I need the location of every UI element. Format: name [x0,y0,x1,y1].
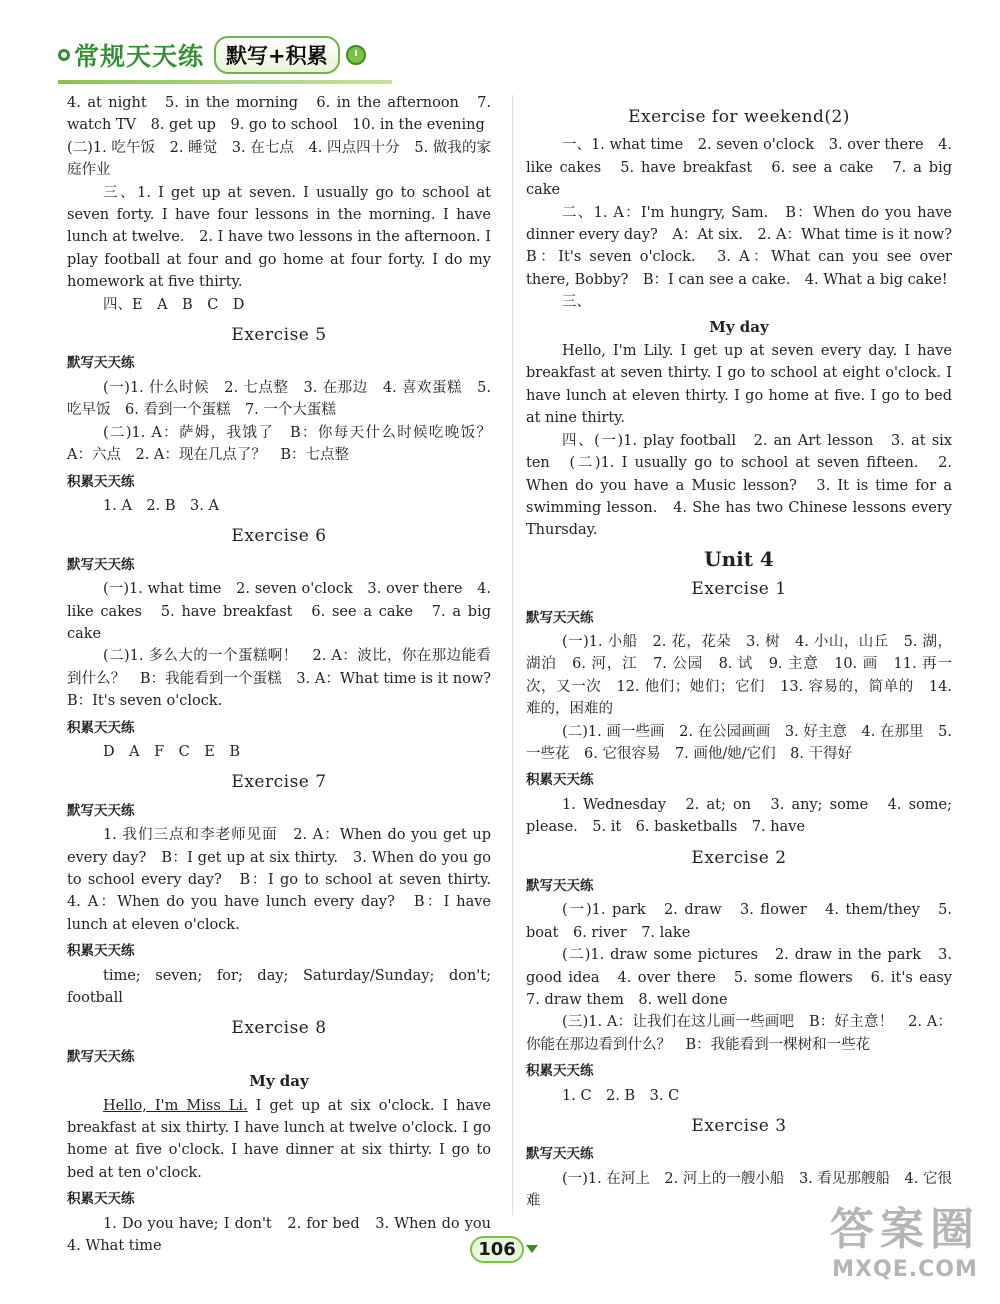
section-label: 积累天天练 [526,772,594,789]
answer-line: (一)1. park 2. draw 3. flower 4. them/they 5. boat 6. river 7. lake [526,902,952,941]
answer-line: (一)1. 什么时候 2. 七点整 3. 在那边 4. 喜欢蛋糕 5. 吃早饭 6. 看到一个蛋糕 7. 一个大蛋糕 [67,379,491,419]
answer-line: (三)1. A：让我们在这儿画一些画吧 B：好主意！ 2. A：你能在那边看到什么？ B：我能看到一棵树和一些花 [526,1014,952,1053]
essay-greeting: Hello, I'm Miss Li. [103,1097,248,1114]
section-label: 默写天天练 [526,1146,594,1163]
answer-line: (二)1. A：萨姆，我饿了 B：你每天什么时候吃晚饭？ A：六点 2. A：现在几点了？ B：七点整 [67,424,506,464]
answer-line: 4. at night 5. in the morning 6. in the afternoon 7. watch TV 8. get up 9. go to school 10. in the evening [67,95,491,134]
answer-line: 二、1. A：I'm hungry, Sam. B：When do you have dinner every day? A：At six. 2. A：What time is it now? B：It's seven o'clock. 3. A：What can you see over there, Bobby? B：I can see a cake. 4. What a big cake! [526,204,967,288]
answer-line: (二)1. 多么大的一个蛋糕啊！ 2. A：波比，你在那边能看到什么？ B：我能看到一个蛋糕 3. A：What time is it now? B：It's seven o'clock. [67,648,506,710]
section-label: 默写天天练 [526,878,594,894]
essay-body: I get up at six o'clock. I have breakfast at six thirty. I have lunch at twelve o'clock. I go home at five o'clock. I have dinner at six thirty. I go to bed at ten o'clock. [67,1097,492,1181]
answer-line: (一)1. 小船 2. 花，花朵 3. 树 4. 小山，山丘 5. 湖，湖泊 6. 河，江 7. 公园 8. 试 9. 主意 10. 画 11. 再一次，又一次 12. 他们；她们；它们 13. 容易的，简单的 14. 难的，困难的 [526,633,952,718]
column-divider [512,95,513,1215]
answer-line: 四、E A B C D [103,296,245,313]
answer-line: (一)1. what time 2. seven o'clock 3. over there 4. like cakes 5. have breakfast 6. see a cake 7. a big cake [67,581,491,642]
exercise-heading: Exercise 5 [231,325,327,346]
section-label: 积累天天练 [526,1063,594,1080]
essay-title: My day [249,1072,309,1091]
answer-line: 1. 我们三点和李老师见面 2. A：When do you get up every day? B：I get up at six thirty. 3. When do you go to school every day? B：I go to school at seven thirty. 4. A：When do you have lunch every day? B：I have lunch at eleven o'clock. [67,827,506,933]
section-label: 积累天天练 [67,1191,135,1208]
section-label: 积累天天练 [67,719,135,736]
banner-underline [58,80,392,84]
exercise-heading: Exercise 6 [231,526,327,547]
section-label: 默写天天练 [67,355,135,372]
exercise-heading: Exercise for weekend(2) [628,107,850,127]
watermark [830,1193,980,1282]
page-number [479,1234,529,1264]
answer-line: time; seven; for; day; Saturday/Sunday; don't; football [67,967,491,1007]
exercise-heading: Exercise 7 [231,772,327,793]
exercise-heading: Exercise 2 [691,847,787,868]
answer-line: 1. Do you have; I don't 2. for bed 3. When do you 4. What time [67,1215,506,1255]
answer-line: 四、(一)1. play football 2. an Art lesson 3. at six ten (二)1. I usually go to school at seven fifteen. 2. When do you have a Music lesson? 3. It is time for a swimming lesson. 4. She has two Chinese lessons every Thursday. [526,432,952,539]
answer-line: (二)1. 吃午饭 2. 睡觉 3. 在七点 4. 四点四十分 5. 做我的家庭作业 [67,139,491,179]
watermark-logo: 答案圈 [830,1204,980,1255]
exercise-heading: Exercise 3 [691,1116,787,1137]
banner-title: 常规天天练 [74,42,205,71]
answer-line: 三、 [562,294,591,311]
page-number-label: 106 [470,1236,524,1263]
answer-line: 三、1. I get up at seven. I usually go to school at seven forty. I have four lessons in the morning. I have lunch at twelve. 2. I have two lessons in the afternoon. I play football at four and go home at four forty. I do my homework at five thirty. [67,184,491,291]
answer-line: 1. A 2. B 3. A [103,497,219,514]
answer-line: (一)1. 在河上 2. 河上的一艘小船 3. 看见那艘船 4. 它很难 [526,1170,952,1210]
answer-line: 1. C 2. B 3. C [562,1087,680,1104]
essay-title: My day [709,317,769,336]
section-label: 默写天天练 [67,802,135,819]
watermark-url: MXQE.COM [832,1257,978,1282]
answer-line: 一、1. what time 2. seven o'clock 3. over there 4. like cakes 5. have breakfast 6. see a cake 7. a big cake [526,137,952,199]
answer-line: (二)1. draw some pictures 2. draw in the park 3. good idea 4. over there 5. some flowers 6. it's easy 7. draw them 8. well done [526,947,967,1009]
header-banner [58,30,393,80]
answer-line: (二)1. 画一些画 2. 在公园画画 3. 好主意 4. 在那里 5. 一些花 6. 它很容易 7. 画他/她/它们 8. 干得好 [526,723,952,762]
section-label: 积累天天练 [67,473,135,490]
essay-text: Hello, I'm Lily. I get up at seven every day. I have breakfast at seven thirty. I go to school at eight o'clock. I have lunch at eleven thirty. I go home at five. I go to bed at nine thirty. [526,343,952,427]
answer-line: D A F C E B [103,743,240,760]
essay-text [67,1095,491,1185]
unit-heading: Unit 4 [704,546,774,571]
answer-line: 1. Wednesday 2. at; on 3. any; some 4. some; please. 5. it 6. basketballs 7. have [526,796,952,836]
exercise-heading: Exercise 8 [231,1018,327,1039]
right-column [526,92,967,1213]
section-label: 默写天天练 [526,609,594,626]
triangle-down-icon [526,1245,538,1253]
exercise-heading: Exercise 1 [691,579,787,600]
clock-icon [346,45,366,65]
section-label: 默写天天练 [67,556,135,573]
banner-subtitle: 默写+积累 [214,36,340,74]
section-label: 默写天天练 [67,1048,135,1065]
banner-dot-icon [58,49,70,61]
section-label: 积累天天练 [67,943,135,960]
